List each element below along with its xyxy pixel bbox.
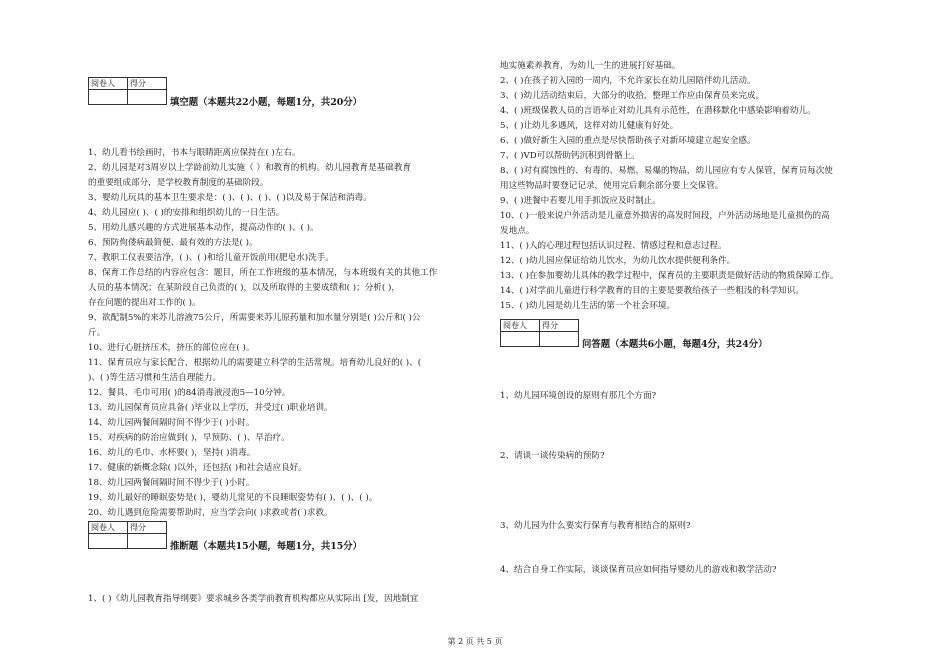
- judge-line: 7、( )VD可以帮助钙沉积到骨骼上。: [500, 151, 640, 161]
- fill-line: 存在问题的提出对工作的( )。: [88, 298, 201, 308]
- fill-line: 20、幼儿遇到危险需要帮助时，应当学会向( )求救或者( )求救。: [88, 508, 333, 518]
- qa-question: 4、结合自身工作实际，谈谈保育员应如何指导婴幼儿的游戏和教学活动?: [500, 565, 777, 575]
- score-label: 得分: [128, 78, 167, 90]
- judge-line: 9、( )进餐中若婴儿用手抓饭应及时制止。: [500, 196, 661, 206]
- fill-line: 11、保育员应与家长配合，根据幼儿的需要建立科学的生活常规。培育幼儿良好的( )、(: [88, 358, 422, 368]
- judge-score-box: [88, 521, 167, 549]
- judge-line: 6、( )做好新生入园的重点是尽快帮助孩子对新环境建立起安全感。: [500, 136, 756, 146]
- reviewer-cell[interactable]: [89, 90, 128, 105]
- qa-question: 2、请谈一谈传染病的预防?: [500, 451, 605, 461]
- reviewer-cell[interactable]: [501, 332, 540, 347]
- reviewer-label: 阅卷人: [89, 78, 128, 90]
- reviewer-label: 阅卷人: [89, 522, 128, 534]
- fill-line: 15、对疾病的防治应做到( )，早预防、( )、早治疗。: [88, 433, 290, 443]
- judge-line: 11、( )人的心理过程包括认识过程、情感过程和意志过程。: [500, 241, 727, 251]
- fill-line: 的重要组成部分，是学校教育制度的基础阶段。: [88, 178, 269, 188]
- fill-line: 14、幼儿园两餐间隔时间不得少于( )小时。: [88, 418, 255, 428]
- fill-line: 19、幼儿最好的睡眠姿势是( )，婴幼儿常见的不良睡眠姿势有( )、( )、( )。: [88, 493, 378, 503]
- fill-line: )、( )等生活习惯和生活自理能力。: [88, 373, 222, 383]
- fill-line: 5、用幼儿感兴趣的方式进展基本动作，提高动作的( )、( )。: [88, 223, 319, 233]
- qa-section-title: 问答题（本题共6小题，每题4分，共24分）: [582, 339, 768, 350]
- fill-line: 6、预防佝偻病最简便、最有效的方法是( )。: [88, 238, 258, 248]
- fill-line: 13、幼儿园保育员应具备( )毕业以上学历，并受过( )职业培训。: [88, 403, 333, 413]
- qa-question: 1、幼儿园环境创设的原则有那几个方面?: [500, 391, 657, 401]
- fill-line: 2、幼儿园是对3周岁以上学龄前幼儿实施（ ）和教育的机构。幼儿园教育是基础教育: [88, 163, 412, 173]
- score-cell[interactable]: [128, 90, 167, 105]
- fill-score-box: [88, 77, 167, 105]
- page-footer: 第 2 页 共 5 页: [447, 637, 503, 646]
- judge-line: 发地点。: [500, 226, 535, 236]
- score-cell[interactable]: [128, 534, 167, 549]
- fill-line: 3、婴幼儿玩具的基本卫生要求是：( )、( )、( )、( )以及易于保洁和消毒。: [88, 193, 372, 203]
- fill-line: 4、幼儿园应( )、( )的安排和组织幼儿的一日生活。: [88, 208, 285, 218]
- judge-line: 5、( )让幼儿多遇风，这样对幼儿健康有好处。: [500, 121, 679, 131]
- fill-line: 1、幼儿看书绘画时，书本与眼睛距离应保持在( )左右。: [88, 148, 301, 158]
- judge-line: 地实施素养教育，为幼儿一生的进展打好基础。: [500, 61, 681, 71]
- judge-line: 1、( )《幼儿园教育指导纲要》要求城乡各类学前教育机构都应从实际出 [发，因地制宜: [88, 594, 419, 604]
- fill-line: 18、幼儿园两餐间隔时间不得少于( )小时。: [88, 478, 255, 488]
- reviewer-cell[interactable]: [89, 534, 128, 549]
- judge-line: 15、( )幼儿园是幼儿生活的第一个社会环境。: [500, 301, 676, 311]
- fill-section-title: 填空题（本题共22小题，每题1分，共20分）: [170, 97, 362, 108]
- fill-line: 9、欲配制5%的来苏儿溶液75公斤，所需要来苏儿原药量和加水量分别是( )公斤和( )公: [88, 313, 421, 323]
- judge-line: 2、( )在孩子初入园的一周内，不允许家长在幼儿园陪伴幼儿活动。: [500, 76, 756, 86]
- judge-line: 8、( )对有腐蚀性的、有毒的、易燃、易爆的物品，幼儿园应有专人保管，保育员每次使: [500, 166, 833, 176]
- score-label: 得分: [128, 522, 167, 534]
- judge-line: 4、( )班级保教人员的言语举止对幼儿具有示范性，在潜移默化中感染影响着幼儿。: [500, 106, 816, 116]
- fill-line: 12、餐具、毛巾可用( )的84消毒液浸泡5—10分钟。: [88, 388, 291, 398]
- fill-line: 8、保育工作总结的内容应包含：题目，所在工作班级的基本情况，与本班级有关的其他工作: [88, 268, 438, 278]
- judge-line: 13、( )在参加婴幼儿具体的教学过程中，保育员的主要职责是做好活动的物质保障工作。: [500, 271, 839, 281]
- reviewer-label: 阅卷人: [501, 320, 540, 332]
- fill-line: 人员的基本情况；在某阶段自己负责的( )，以及所取得的主要成绩和( )；分析( )，: [88, 283, 400, 293]
- qa-question: 3、幼儿园为什么要实行保育与教育相结合的原则?: [500, 521, 691, 531]
- score-label: 得分: [540, 320, 579, 332]
- qa-score-box: [500, 319, 579, 347]
- judge-line: 12、( )幼儿园应保证给幼儿饮水，为幼儿饮水提供便利条件。: [500, 256, 736, 266]
- judge-line: 10、( )一般来说户外活动是儿童意外损害的高发时间段，户外活动场地是儿童损伤的高: [500, 211, 830, 221]
- score-cell[interactable]: [540, 332, 579, 347]
- fill-line: 10、进行心脏挤压术，挤压的部位应在( )。: [88, 343, 255, 353]
- judge-line: 3、( )幼儿活动结束后，大部分的收拾，整理工作应由保育员来完成。: [500, 91, 765, 101]
- fill-line: 17、健康的新概念除( )以外，还包括( )和社会适应良好。: [88, 463, 307, 473]
- judge-section-title: 推断题（本题共15小题，每题1分，共15分）: [170, 541, 362, 552]
- fill-line: 7、教职工仪表要洁净，( )、( )和给儿童开饭前用(肥皂水)洗手。: [88, 253, 334, 263]
- fill-line: 16、幼儿的毛巾、水杯要( )，坚持( )消毒。: [88, 448, 256, 458]
- judge-line: 用这些物品时要登记记录，使用完后剩余部分要上交保管。: [500, 181, 724, 191]
- fill-line: 斤。: [88, 328, 106, 338]
- judge-line: 14、( )对学前儿童进行科学教育的目的主要是要教给孩子一些粗浅的科学知识。: [500, 286, 804, 296]
